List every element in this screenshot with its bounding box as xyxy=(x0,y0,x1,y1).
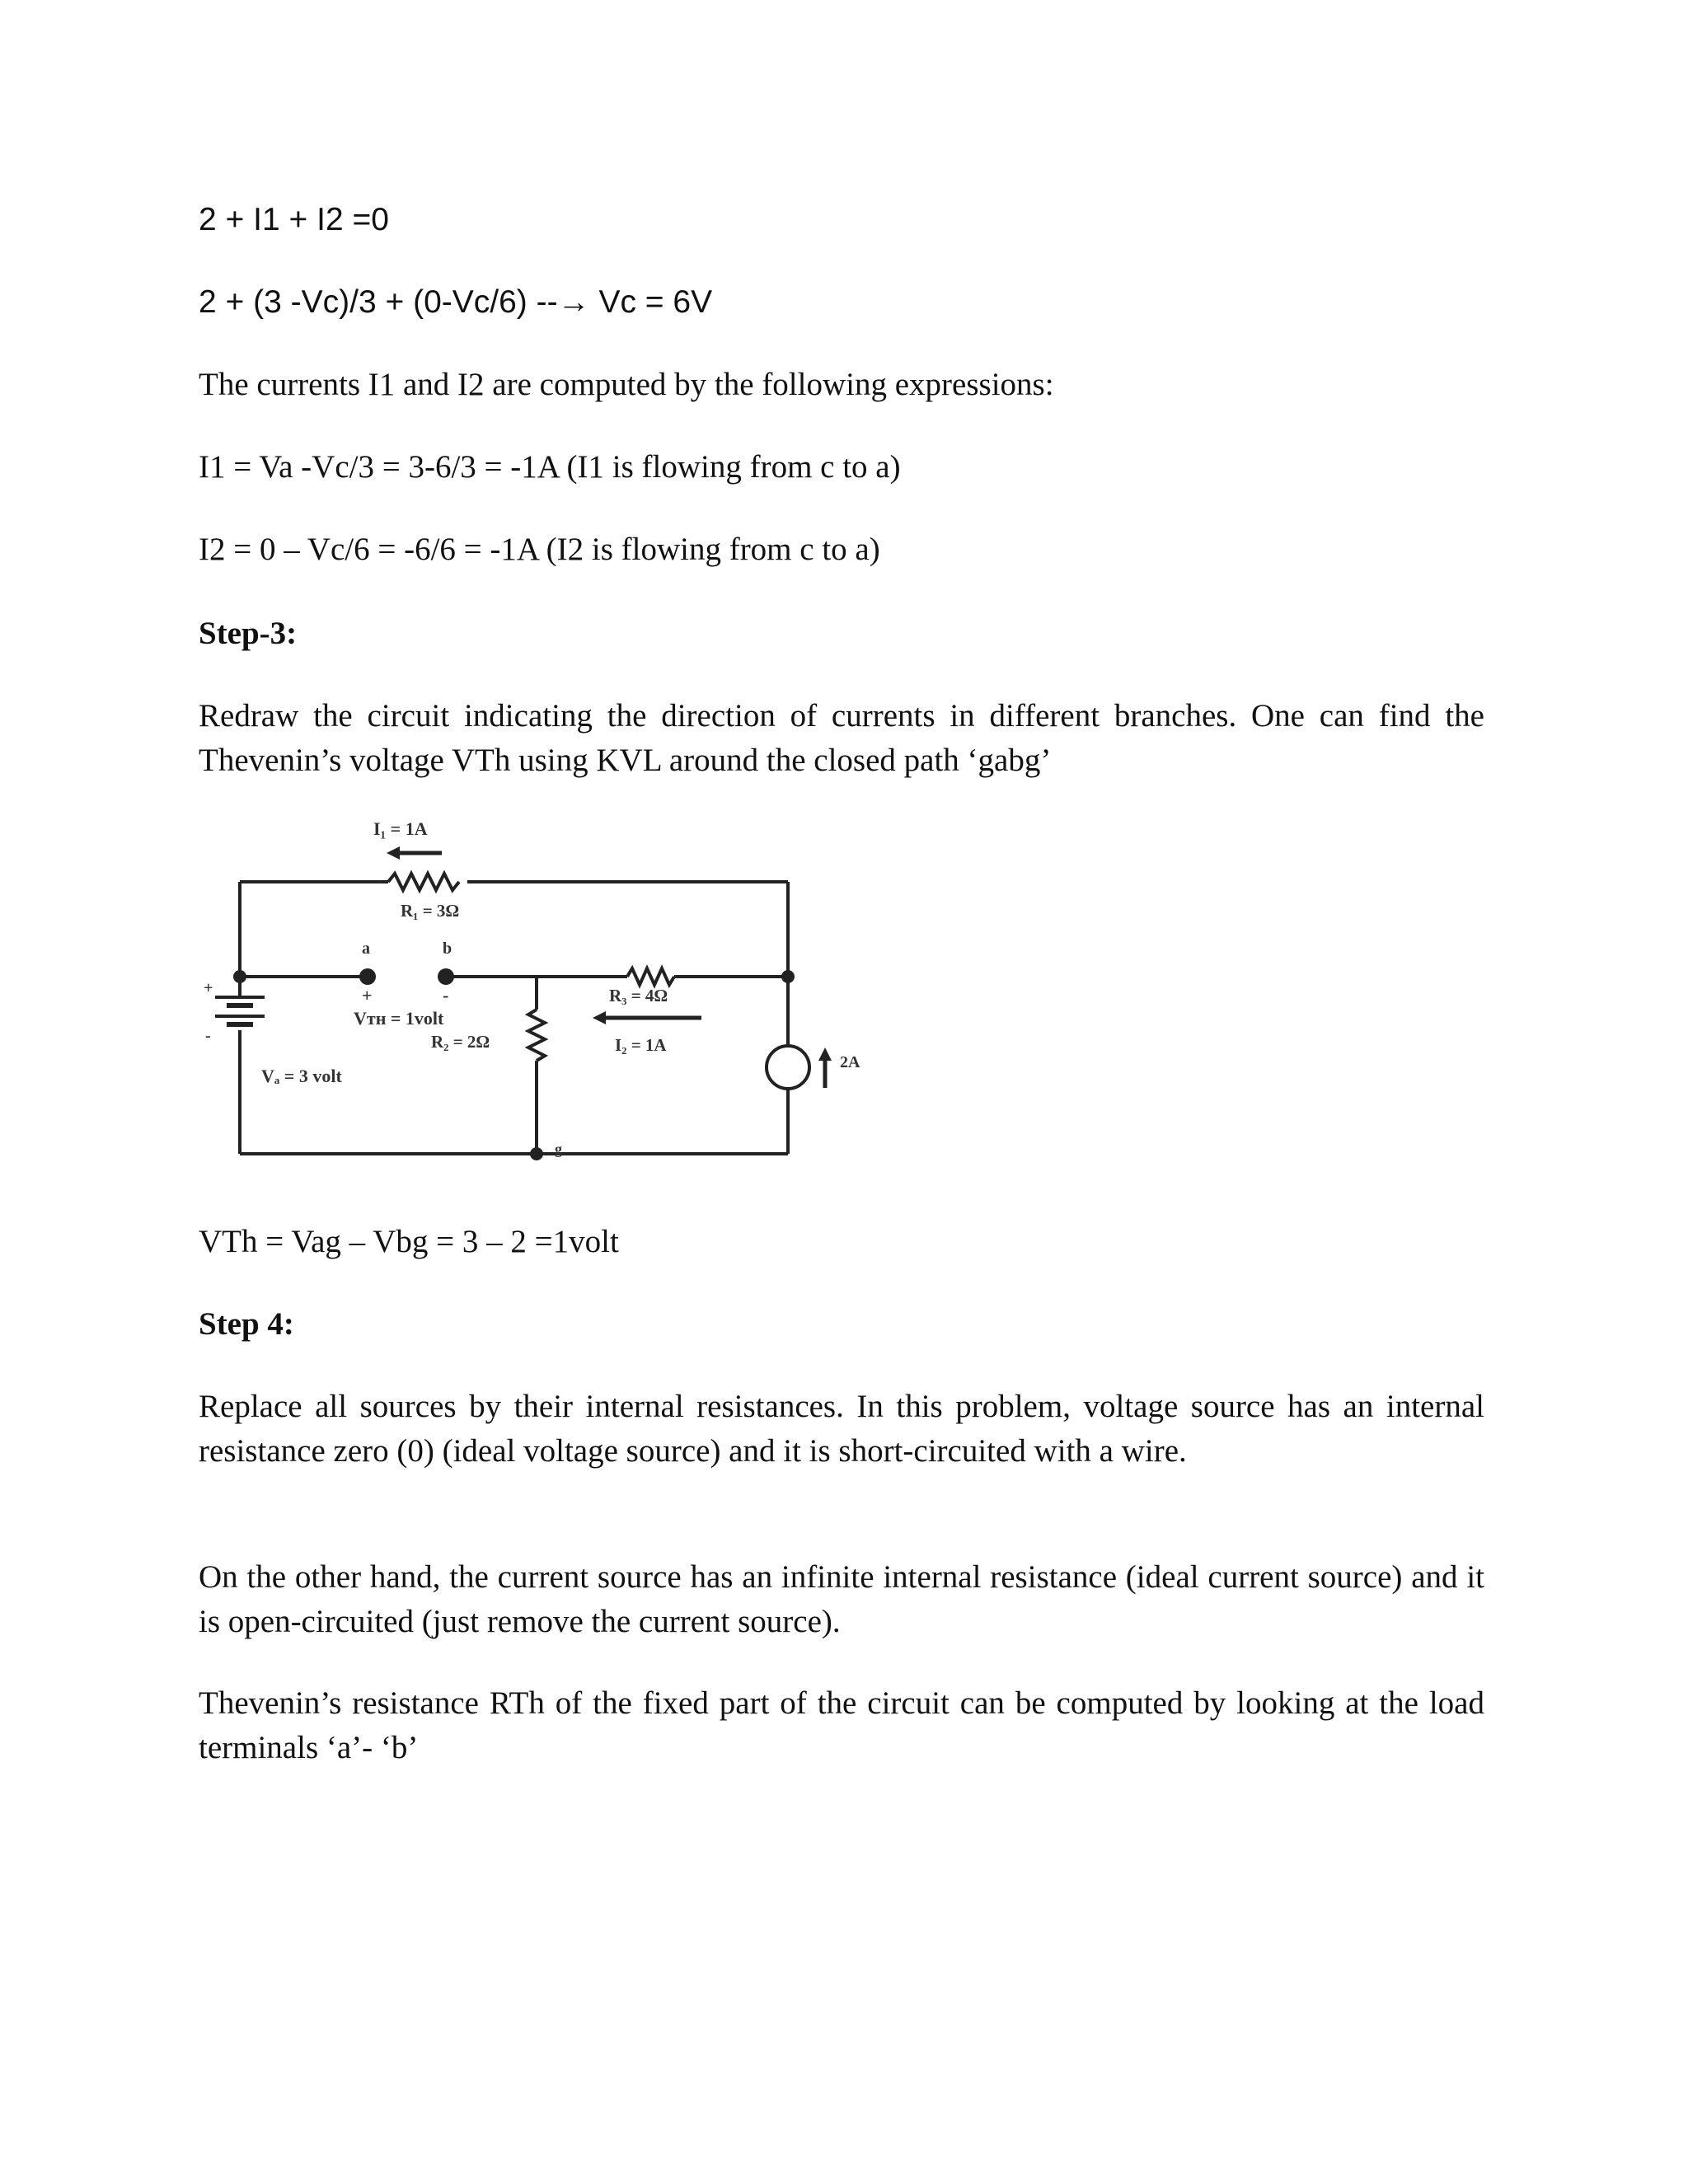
current-source-label: 2A xyxy=(840,1053,860,1071)
r1-label: R₁ = 3Ω xyxy=(401,901,460,921)
kcl-equation: 2 + I1 + I2 =0 xyxy=(199,202,389,237)
battery-plus-label: + xyxy=(204,979,213,997)
step4-heading: Step 4: xyxy=(199,1306,294,1342)
plus-a-label: + xyxy=(362,985,373,1005)
node-a-label: a xyxy=(362,940,370,958)
node-b-label: b xyxy=(443,940,452,958)
i2-label: I₂ = 1A xyxy=(615,1035,667,1055)
va-label: Vₐ = 3 volt xyxy=(261,1066,342,1086)
vth-label: Vᴛʜ = 1volt xyxy=(354,1008,444,1029)
rth-paragraph: Thevenin’s resistance RTh of the fixed part of the circuit can be computed by looking at the load terminals ‘a’- ‘b’ xyxy=(199,1685,1484,1765)
vth-result: VTh = Vag – Vbg = 3 – 2 =1volt xyxy=(199,1224,619,1259)
r3-label: R₃ = 4Ω xyxy=(609,986,668,1005)
r2-label: R₂ = 2Ω xyxy=(431,1032,490,1052)
step4-paragraph: Replace all sources by their internal resistances. In this problem, voltage source has an internal resistance zero (0) (ideal voltage source) and it is short-circuited with a wire. xyxy=(199,1389,1484,1469)
current-source-paragraph: On the other hand, the current source has an infinite internal resistance (ideal current source) and it is open-circuited (just remove the current source). xyxy=(199,1559,1484,1639)
battery-minus-label: - xyxy=(205,1027,211,1045)
step3-heading: Step-3: xyxy=(199,616,298,651)
i1-label: I₁ = 1A xyxy=(373,818,428,839)
minus-b-label: - xyxy=(443,985,449,1005)
i1-expression: I1 = Va -Vc/3 = 3-6/3 = -1A (I1 is flowing from c to a) xyxy=(199,449,901,485)
circuit-diagram xyxy=(199,812,924,1166)
step3-paragraph: Redraw the circuit indicating the direction of currents in different branches. One can find the Thevenin’s voltage VTh using KVL around the closed path ‘gabg’ xyxy=(199,698,1484,778)
node-g-label: g xyxy=(555,1141,562,1157)
kcl-substituted-equation: 2 + (3 -Vc)/3 + (0-Vc/6) --→ Vc = 6V xyxy=(199,284,713,320)
i2-expression: I2 = 0 – Vc/6 = -6/6 = -1A (I2 is flowing from c to a) xyxy=(199,532,880,567)
currents-intro-text: The currents I1 and I2 are computed by the following expressions: xyxy=(199,367,1054,402)
